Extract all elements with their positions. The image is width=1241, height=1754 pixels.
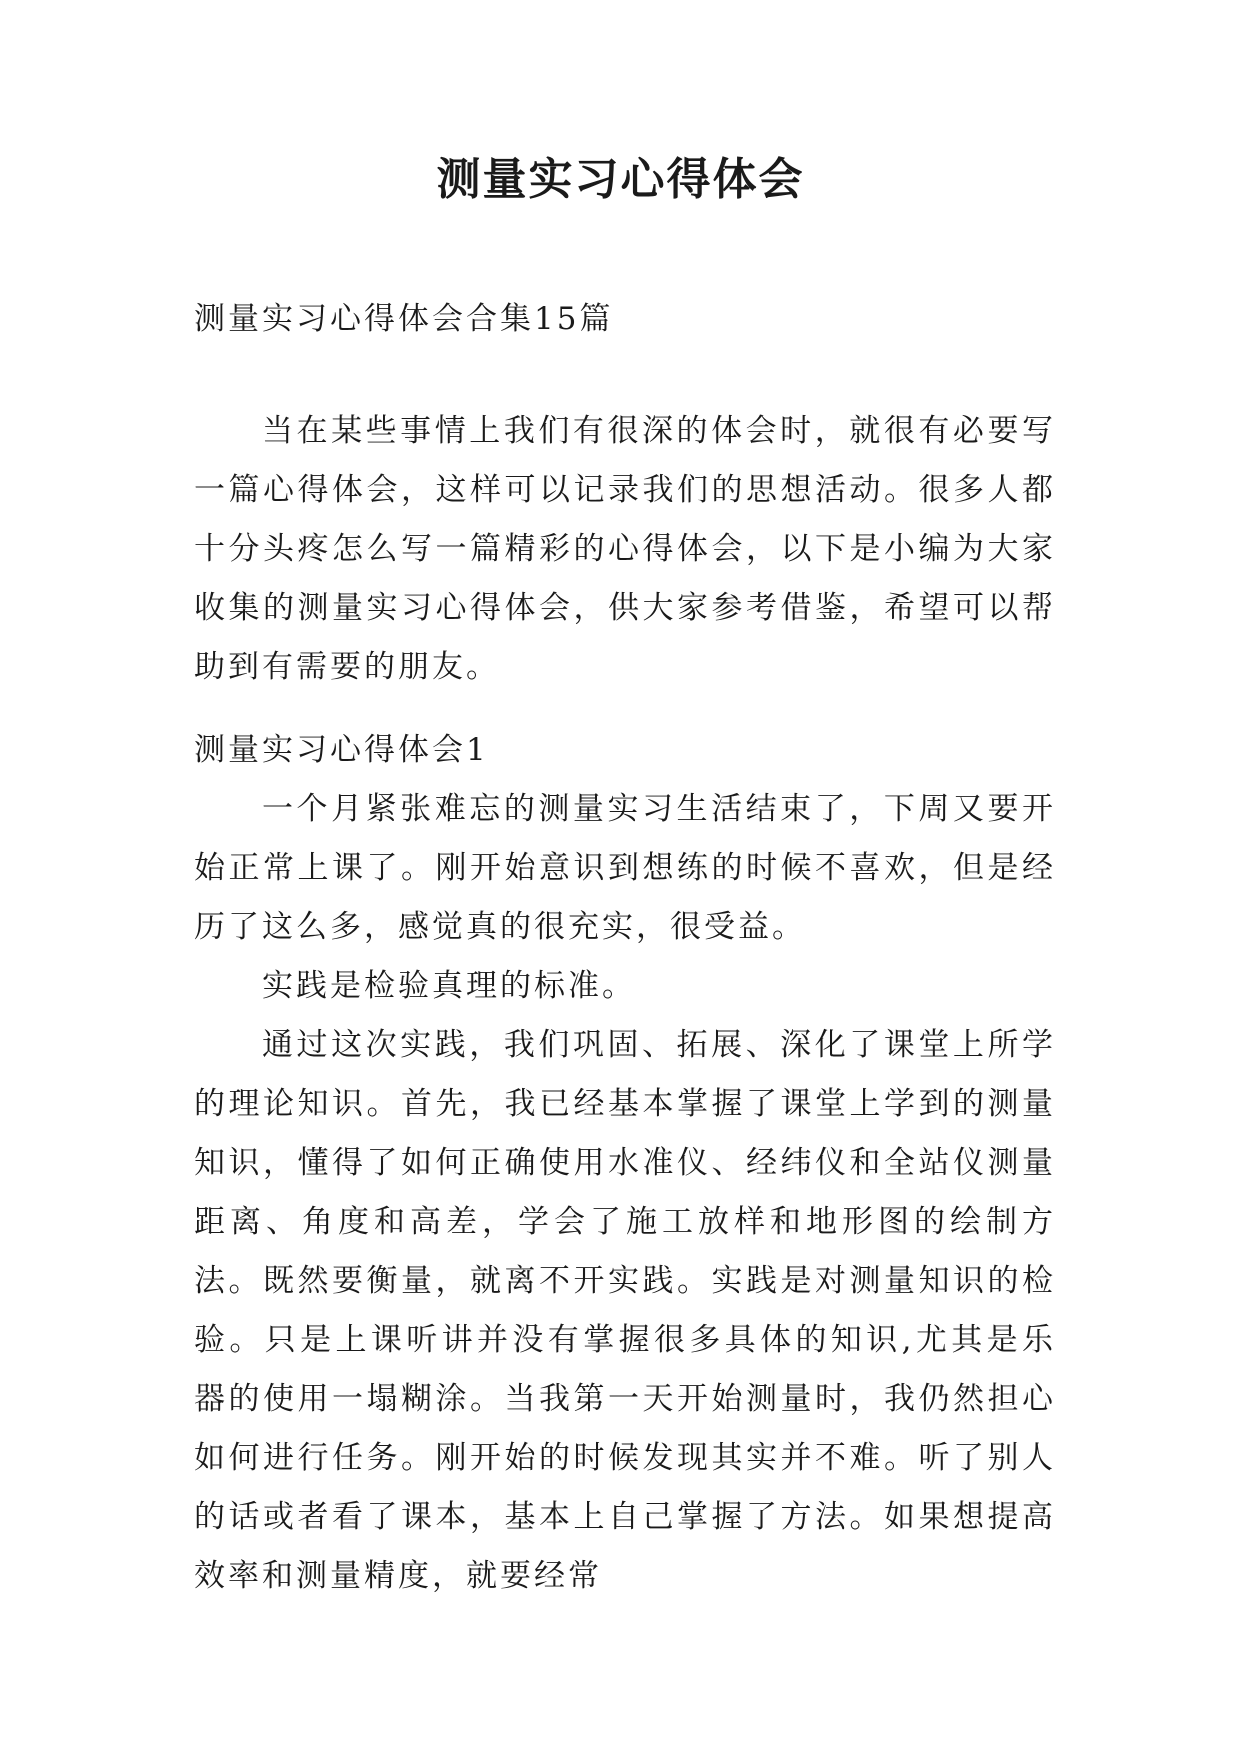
section-heading: 测量实习心得体会1 (194, 732, 489, 768)
paragraph-3: 通过这次实践，我们巩固、拓展、深化了课堂上所学的理论知识。首先，我已经基本掌握了课堂上学到的测量知识，懂得了如何正确使用水准仪、经纬仪和全站仪测量距离、角度和高差，学会了施工放样和地形图的绘制方法。既然要衡量，就离不开实践。实践是对测量知识的检验。只是上课听讲并没有掌握很多具体的知识,尤其是乐器的使用一塌糊涂。当我第一天开始测量时，我仍然担心如何进行任务。刚开始的时候发现其实并不难。听了别人的话或者看了课本，基本上自己掌握了方法。如果想提高效率和测量精度，就要经常 (194, 1027, 1056, 1594)
document-subtitle: 测量实习心得体会合集15篇 (194, 301, 614, 337)
document-title: 测量实习心得体会 (436, 154, 805, 205)
paragraph-1: 一个月紧张难忘的测量实习生活结束了，下周又要开始正常上课了。刚开始意识到想练的时候不喜欢，但是经历了这么多，感觉真的很充实，很受益。 (194, 791, 1056, 945)
paragraph-2: 实践是检验真理的标准。 (262, 968, 636, 1004)
section-1 (194, 721, 1056, 1606)
intro-paragraph: 当在某些事情上我们有很深的体会时，就很有必要写一篇心得体会，这样可以记录我们的思想活动。很多人都十分头疼怎么写一篇精彩的心得体会，以下是小编为大家收集的测量实习心得体会，供大家参考借鉴，希望可以帮助到有需要的朋友。 (194, 413, 1056, 685)
